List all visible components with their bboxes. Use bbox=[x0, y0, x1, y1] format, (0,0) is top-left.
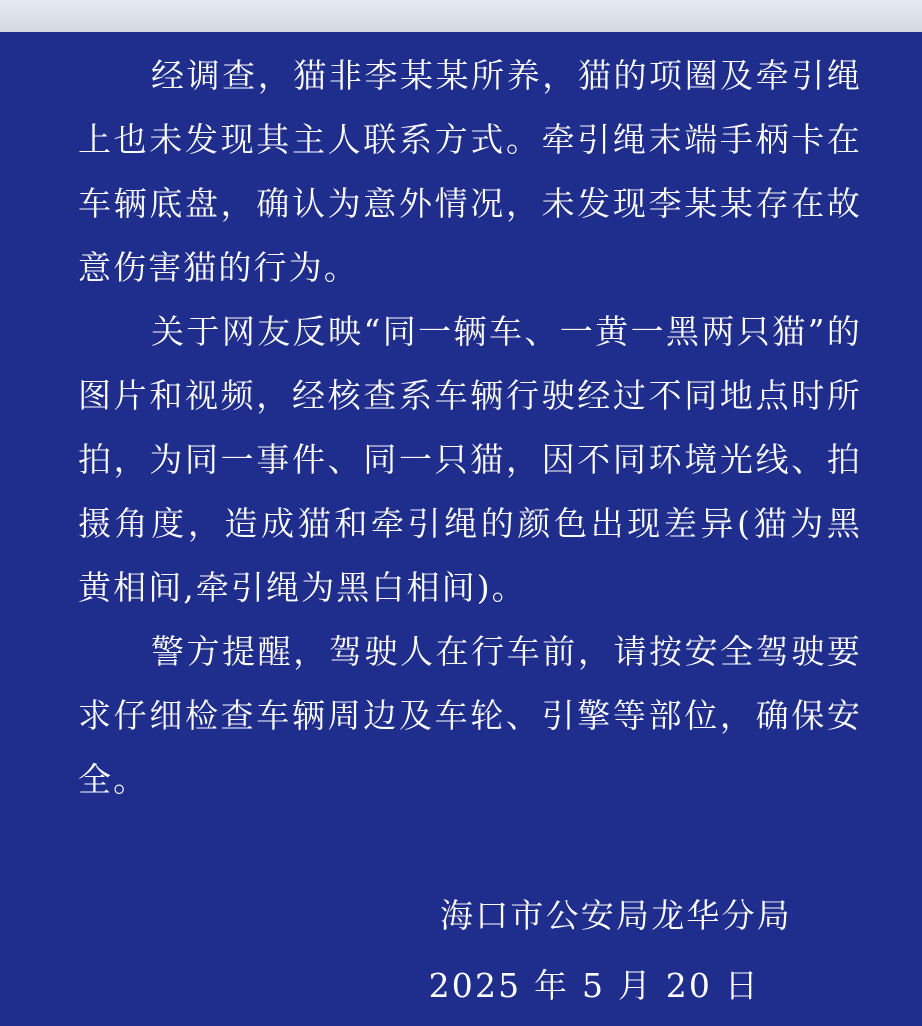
notice-paragraph-police-reminder: 警方提醒，驾驶人在行车前，请按安全驾驶要求仔细检查车辆周边及车轮、引擎等部位，确保安全。 bbox=[78, 632, 862, 799]
notice-paragraph-netizen-report: 关于网友反映“同一辆车、一黄一黑两只猫”的图片和视频，经核查系车辆行驶经过不同地点时所拍，为同一事件、同一只猫，因不同环境光线、拍摄角度，造成猫和牵引绳的颜色出现差异(猫为黑黄相间,牵引绳为黑白相间)。 bbox=[78, 312, 862, 607]
police-notice-panel bbox=[0, 32, 922, 1026]
signature-agency: 海口市公安局龙华分局 bbox=[440, 896, 792, 935]
top-light-strip bbox=[0, 0, 922, 32]
signature-date: 2025 年 5 月 20 日 bbox=[428, 966, 760, 1005]
notice-paragraph-investigation: 经调查，猫非李某某所养，猫的项圈及牵引绳上也未发现其主人联系方式。牵引绳末端手柄卡在车辆底盘，确认为意外情况，未发现李某某存在故意伤害猫的行为。 bbox=[78, 56, 862, 287]
